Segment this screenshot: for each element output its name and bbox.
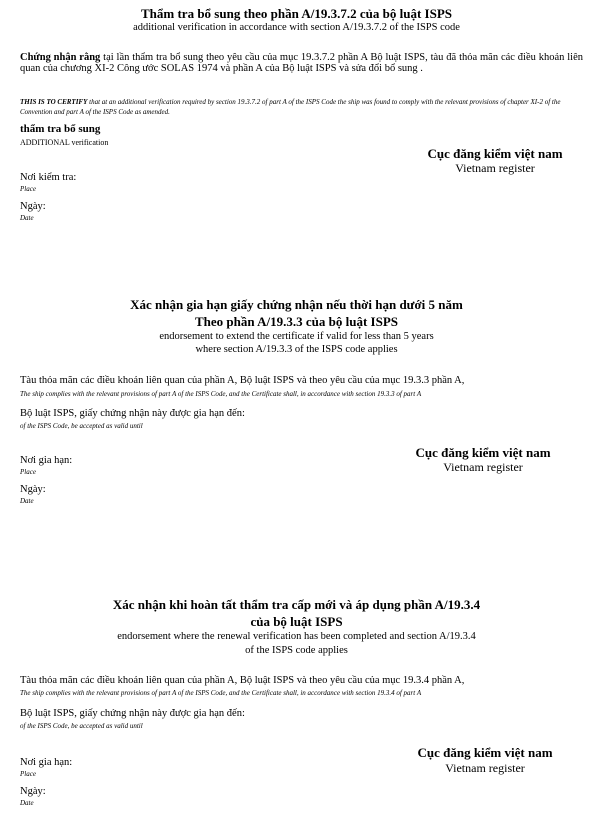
- section1-date-label: Ngày:: [20, 201, 46, 212]
- section2-place-label: Nơi gia hạn:: [20, 455, 73, 466]
- certify-vi-lead: Chứng nhận rằng: [20, 52, 101, 63]
- section1-title: Thẩm tra bổ sung theo phần A/19.3.7.2 của bộ luật ISPS: [141, 6, 452, 21]
- section2-date-label: Ngày:: [20, 484, 46, 495]
- section3-date-en: Date: [20, 799, 34, 807]
- section2-line1-vi: Tàu thỏa mãn các điều khoản liên quan của phần A, Bộ luật ISPS và theo yêu cầu của mục 19.3.3 phần A,: [20, 375, 465, 386]
- section1-certify-en: [20, 97, 583, 117]
- section3-place-label: Nơi gia hạn:: [20, 757, 73, 768]
- section2-line2-en: of the ISPS Code, be accepted as valid until: [20, 422, 143, 430]
- section2-authority-en: Vietnam register: [443, 460, 523, 474]
- section3-subtitle-line1: endorsement where the renewal verification has been completed and section A/19.3.4: [117, 631, 476, 642]
- section1-subtitle: additional verification in accordance with section A/19.3.7.2 of the ISPS code: [133, 22, 460, 33]
- section1-place-en: Place: [20, 185, 36, 193]
- certify-vi-text: tại lần thẩm tra bổ sung theo yêu cầu của mục 19.3.7.2 phần A Bộ luật ISPS, tàu đã thỏa mãn các điều khoản liên quan của chương XI-2 Công ước SOLAS 1974 và phần A của Bộ luật ISPS và sửa đổi bổ sung .: [20, 52, 583, 74]
- section2-title-line2: Theo phần A/19.3.3 của bộ luật ISPS: [194, 314, 398, 329]
- section2-subtitle-line1: endorsement to extend the certificate if valid for less than 5 years: [159, 331, 434, 342]
- certify-en-text: that at an additional verification required by section 19.3.7.2 of part A of the ISPS Code the ship was found to comply with the relevant provisions of chapter XI-2 of the Convention and part A of the ISPS Code as amended.: [20, 98, 561, 116]
- section3-authority-en: Vietnam register: [445, 761, 525, 775]
- section3-subtitle-line2: of the ISPS code applies: [245, 645, 348, 656]
- section2-place-en: Place: [20, 468, 36, 476]
- section2-subtitle-line2: where section A/19.3.3 of the ISPS code applies: [195, 344, 398, 355]
- section3-date-label: Ngày:: [20, 786, 46, 797]
- section1-place-label: Nơi kiểm tra:: [20, 172, 77, 183]
- section2-line2-vi: Bộ luật ISPS, giấy chứng nhận này được gia hạn đến:: [20, 408, 245, 419]
- section2-line1-en: The ship complies with the relevant provisions of part A of the ISPS Code, and the Certificate shall, in accordance with section 19.3.3 of part A: [20, 390, 422, 398]
- verification-label: thẩm tra bổ sung: [20, 123, 101, 135]
- section1-authority: Cục đăng kiểm việt nam: [427, 146, 563, 161]
- section1-certify-vi: [20, 52, 583, 74]
- section3-title-line2: của bộ luật ISPS: [250, 614, 343, 629]
- section3-authority: Cục đăng kiểm việt nam: [417, 745, 553, 760]
- section1-date-en: Date: [20, 214, 34, 222]
- section2-title-line1: Xác nhận gia hạn giấy chứng nhận nếu thời hạn dưới 5 năm: [130, 297, 463, 312]
- certify-en-lead: THIS IS TO CERTIFY: [20, 98, 88, 106]
- section3-line2-vi: Bộ luật ISPS, giấy chứng nhận này được gia hạn đến:: [20, 708, 245, 719]
- section1-authority-en: Vietnam register: [455, 161, 535, 175]
- section3-line1-en: The ship complies with the relevant provisions of part A of the ISPS Code, and the Certificate shall, in accordance with section 19.3.4 of part A: [20, 689, 422, 697]
- section2-date-en: Date: [20, 497, 34, 505]
- section2-authority: Cục đăng kiểm việt nam: [415, 445, 551, 460]
- section3-line1-vi: Tàu thỏa mãn các điều khoản liên quan của phần A, Bộ luật ISPS và theo yêu cầu của mục 19.3.4 phần A,: [20, 675, 465, 686]
- section3-title-line1: Xác nhận khi hoàn tất thẩm tra cấp mới và áp dụng phần A/19.3.4: [112, 597, 481, 612]
- section3-place-en: Place: [20, 770, 36, 778]
- section3-line2-en: of the ISPS Code, be accepted as valid until: [20, 722, 143, 730]
- verification-label-en: ADDITIONAL verification: [20, 138, 109, 147]
